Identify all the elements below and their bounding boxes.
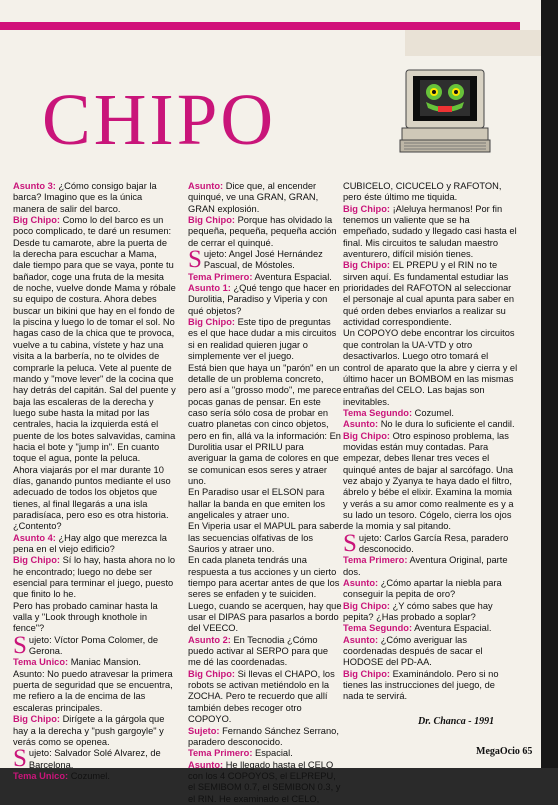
signature: Dr. Chanca - 1991: [418, 716, 495, 727]
column-1-paragraph: [13, 657, 176, 668]
drop-cap: S: [188, 246, 202, 274]
column-2-paragraph: [188, 669, 343, 726]
paragraph-text: ujeto: Víctor Poma Colomer, de Gerona.: [28, 634, 159, 657]
column-3-paragraph: [343, 408, 518, 419]
paragraph-text: Porque has olvidado la pequeña, pequeña, pequeña acción de cerrar el quinqué.: [188, 215, 337, 248]
paragraph-text: ¿Cómo averiguar las coordenadas después de sacar el HODOSE del PD-AA.: [343, 634, 483, 668]
paragraph-text: Espacial.: [252, 748, 293, 759]
paragraph-text: Como lo del barco es un poco complicado, te daré un resumen: Desde tu camarote, abre la puerta de la derecha para escuchar a Mama, dale tiempo para que se vaya, ponte tu bañador, coge una fruta de la mesita de noche, vuelve donde Mama y róbale su equipo de costura. Ahora debes buscar un bikini que hay en el fondo de la piscina y luego lo de tomar el sol. No hagas caso de la chica que te provoca, vuelve a tu cabina, vístete y haz una visita a la barbería, no te olvides de comprarle la peluca. Vete al puente de mando y "move lever" de la cocina que hay detrás del capitán. Sal del puente y baja las escaleras de la derecha y luego sube hasta la mitad por las centrales, hacia la izquierda está el puente de los botes salvavidas, camina hacia el bote y "jump in". En cuanto toque el agua, ponte la peluca.: [13, 215, 176, 464]
header-bar: [0, 22, 520, 30]
column-1-paragraph: [13, 745, 176, 773]
paragraph-text: Otro espinoso problema, las movidas están muy contadas. Para empezar, debes llenar tres veces el quinqué antes de bajar al sarcófago. Una vez abajo y Zyanya te haya dado el filtro, ábrelo y bébe el elixir. Examina la momia y verás a su amor como realmente es y a su lado un tesoro. Cógelo, cierra los ojos de la momia y sal pitando.: [343, 430, 514, 532]
column-3-paragraph: [343, 555, 518, 578]
paragraph-text: En cada planeta tendrás una respuesta a tus acciones y un cierto tiempo para acertar antes de que los seres se enfaden y te suiciden.: [188, 555, 340, 600]
paragraph-text: Dice que, al encender quinqué, ve una GRAN, GRAN, GRAN explosión.: [188, 181, 319, 214]
paragraph-text: ¿Cómo apartar la niebla para conseguir la pepita de oro?: [343, 578, 502, 600]
top-strip: [405, 30, 555, 56]
paragraph-label: Asunto 1:: [188, 283, 231, 294]
paragraph-text: Examinándolo. Pero si no tienes las instrucciones del juego, de nada te servirá.: [343, 668, 499, 702]
paragraph-text: ¿Y cómo sabes que hay pepita? ¿Has probado a soplar?: [343, 600, 493, 623]
paragraph-text: ¿Hay algo que merezca la pena en el viejo edificio?: [13, 532, 167, 554]
column-2-paragraph: [188, 635, 343, 669]
column-3-paragraph: [343, 601, 518, 624]
column-2-paragraph: [188, 555, 343, 600]
paragraph-text: Ahora viajarás por el mar durante 10 días, ganando puntos mediante el uso adecuado de todos los objetos que tienes, al final llegarás a una isla paradisíaca, pero eso es otra historia. ¿Contento?: [13, 464, 171, 532]
paragraph-label: Big Chipo:: [13, 714, 60, 725]
drop-cap: S: [343, 529, 357, 557]
paragraph-label: Asunto:: [188, 759, 224, 770]
column-1-paragraph: [13, 631, 176, 659]
paragraph-text: En Paradiso usar el ELSON para hallar la banda en que emiten los angelicales y atraer uno.: [188, 487, 325, 520]
paragraph-label: Tema Primero:: [343, 555, 408, 566]
paragraph-text: Cozumel.: [68, 770, 110, 781]
column-1-paragraph: [13, 669, 176, 714]
paragraph-text: Aventura Espacial.: [252, 271, 332, 282]
text-column-2: [188, 181, 343, 805]
column-2-paragraph: [188, 487, 343, 521]
column-3-paragraph: [343, 181, 518, 204]
paragraph-label: Asunto 4:: [13, 532, 56, 543]
paragraph-text: Está bien que haya un "parón" en un detalle de un problema concreto, pero así a "grosso modo", me parece pocas ganas de pensar. En este caso sería sólo cosa de probar en cuatro planetas con cinco objetos, pero en fin, allá va la información: En Durolitia usar el PRILU para averiguar la gama de colores en que se comunican esos seres y atraer uno.: [188, 362, 342, 486]
column-3-paragraph: [343, 260, 518, 328]
paragraph-label: Asunto:: [343, 578, 379, 589]
column-2-paragraph: [188, 760, 343, 805]
paragraph-text: Aventura Espacial.: [412, 623, 492, 634]
column-2-paragraph: [188, 726, 343, 749]
computer-illustration: [400, 68, 490, 154]
paragraph-label: Asunto:: [343, 634, 379, 645]
paragraph-text: ujeto: Angel José Hernández Pascual, de Móstoles.: [203, 249, 323, 271]
paragraph-text: Luego, cuando se acerquen, hay que usar el DIPAS para pasarlos a bordo del VEECO.: [188, 600, 342, 634]
paragraph-label: Big Chipo:: [343, 600, 390, 611]
paragraph-label: Big Chipo:: [343, 203, 390, 214]
paragraph-text: Maniac Mansion.: [68, 657, 141, 668]
paragraph-label: Sujeto:: [188, 725, 220, 736]
paragraph-label: Asunto 3:: [13, 181, 56, 191]
paragraph-label: Tema Primero:: [188, 748, 253, 759]
column-2-paragraph: [188, 215, 343, 249]
column-2-paragraph: [188, 748, 343, 759]
column-2-paragraph: [188, 521, 343, 555]
paragraph-label: Big Chipo:: [13, 555, 60, 566]
column-1-paragraph: [13, 215, 176, 465]
paragraph-label: Big Chipo:: [188, 668, 235, 679]
column-2-paragraph: [188, 601, 343, 635]
paragraph-text: CUBICELO, CICUCELO y RAFOTON, pero éste último me tiquida.: [343, 181, 502, 203]
column-1-paragraph: [13, 714, 176, 748]
paragraph-text: Pero has probado caminar hasta la valla y "Look through knothole in fence"?: [13, 600, 158, 634]
text-column-1: [13, 181, 176, 782]
column-3-paragraph: [343, 529, 518, 557]
column-2-paragraph: [188, 272, 343, 283]
paragraph-label: Big Chipo:: [343, 260, 390, 271]
column-3-paragraph: [343, 419, 518, 430]
paragraph-text: En Tecnodia ¿Cómo puedo activar al SERPO para que me dé las coordenadas.: [188, 634, 329, 668]
column-3-paragraph: [343, 623, 518, 634]
column-3-paragraph: [343, 669, 518, 703]
paragraph-label: Big Chipo:: [343, 430, 390, 441]
paragraph-label: Tema Primero:: [188, 271, 253, 282]
page-title: CHIPO: [42, 79, 277, 160]
column-3-paragraph: [343, 431, 518, 533]
paragraph-label: Asunto:: [188, 181, 224, 191]
paragraph-text: Asunto: No puedo atravesar la primera puerta de seguridad que se encuentra, me refiero a la de encima de las escaleras principales.: [13, 668, 173, 713]
column-3-paragraph: [343, 578, 518, 601]
text-column-3: [343, 181, 518, 703]
paragraph-label: Tema Segundo:: [343, 623, 413, 634]
drop-cap: S: [13, 745, 27, 773]
paragraph-text: Cozumel.: [412, 407, 454, 418]
paragraph-text: Un COPOYO debe encontrar los circuitos que controlan la UA-VTD y otro desactivarlos. Luego otro tomará el control de aparato que la abre y cierra y el último hacer un BOMBOM en las mismas entrañas del CELO. Las bajas son inevitables.: [343, 328, 518, 407]
page-edge: [541, 0, 558, 768]
column-1-paragraph: [13, 771, 176, 782]
column-1-paragraph: [13, 601, 176, 635]
column-1-paragraph: [13, 465, 176, 533]
column-3-paragraph: [343, 328, 518, 407]
paragraph-label: Tema Unico:: [13, 657, 69, 668]
paragraph-text: ujeto: Salvador Solé Alvarez, de Barcelona.: [28, 748, 161, 770]
column-3-paragraph: [343, 204, 518, 261]
column-3-paragraph: [343, 635, 518, 669]
paragraph-label: Asunto 2:: [188, 634, 231, 645]
column-2-paragraph: [188, 363, 343, 488]
paragraph-label: Tema Segundo:: [343, 407, 413, 418]
paragraph-text: Aventura Original, parte dos.: [343, 555, 508, 577]
paragraph-label: Big Chipo:: [188, 215, 235, 226]
paragraph-text: ¿Qué tengo que hacer en Durolitia, Paradiso y Viperia y con qué objetos?: [188, 283, 340, 316]
paragraph-label: Big Chipo:: [188, 317, 235, 328]
drop-cap: S: [13, 631, 27, 659]
paragraph-label: Asunto:: [343, 419, 379, 430]
paragraph-text: Este tipo de preguntas es el que hace dudar a mis circuitos si en realidad quieren jugar o simplemente ver el juego.: [188, 317, 337, 362]
column-1-paragraph: [13, 533, 176, 556]
paragraph-text: Sí lo hay, hasta ahora no lo he encontrado; luego no debe ser esencial para terminar el juego, puesto que finito lo he.: [13, 555, 176, 600]
column-2-paragraph: [188, 317, 343, 362]
column-1-paragraph: [13, 181, 176, 215]
paragraph-text: He llegado hasta el CELO con los 4 COPOYOS, el ELPREPU, el SEMIBOM 0.7, el SEMIBON 0.3, y el RIN. He examinado el CELO,: [188, 759, 341, 804]
column-2-paragraph: [188, 246, 343, 274]
page-footer: MegaOcio 65: [476, 746, 533, 757]
paragraph-text: No le dura lo suficiente el candil.: [378, 419, 515, 430]
paragraph-text: Si llevas el CHAPO, los robots se activan metiéndolo en la ZOCHA. Pero te recuerdo que allí también debes recoger otro COPOYO.: [188, 668, 335, 725]
paragraph-text: En Viperia usar el MAPUL para saber las secuencias olfativas de los Saurios y atraer uno.: [188, 521, 343, 554]
column-1-paragraph: [13, 555, 176, 600]
paragraph-label: Big Chipo:: [13, 215, 60, 226]
paragraph-text: EL PREPU y el RIN no te sirven aquí. Es fundamental estudiar las prioridades del RAFOTON al seleccionar el personaje al cual apunta para saber en qué orden debes enviarlos a realizar su actividad correspondiente.: [343, 260, 515, 328]
paragraph-label: Big Chipo:: [343, 668, 390, 679]
column-2-paragraph: [188, 283, 343, 317]
paragraph-text: ¿Cómo consigo bajar la barca? Imagino que es la única manera de salir del barco.: [13, 181, 157, 214]
paragraph-text: ujeto: Carlos García Resa, paradero desconocido.: [358, 532, 509, 554]
paragraph-text: Dirígete a la gárgola que hay a la derecha y "push gargoyle" y verás como se openea.: [13, 714, 165, 747]
column-2-paragraph: [188, 181, 343, 215]
paragraph-text: Fernando Sánchez Serrano, paradero desconocido.: [188, 725, 339, 747]
paragraph-label: Tema Unico:: [13, 770, 69, 781]
paragraph-text: ¡Aleluya hermanos! Por fin tenemos un valiente que se ha empeñado, sudado y llegado casi hasta el final. Mis circuitos te saludan maestro aventurero, difícil misión tienes.: [343, 203, 517, 260]
